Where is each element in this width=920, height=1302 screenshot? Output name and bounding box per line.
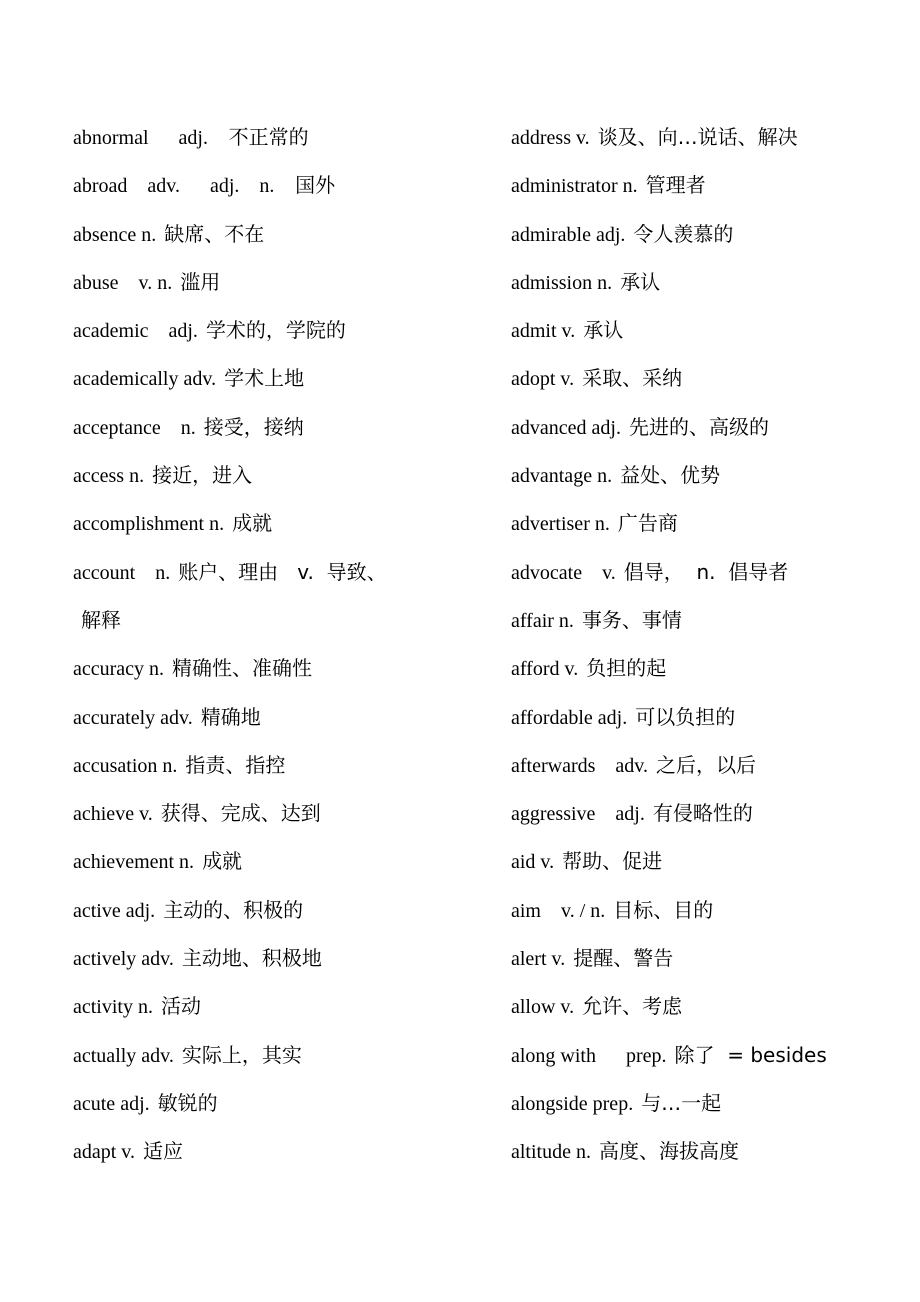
english-term: accusation n. <box>73 754 178 777</box>
english-term: admirable adj. <box>511 223 626 246</box>
vocab-entry <box>511 934 911 982</box>
vocab-entry <box>511 306 911 354</box>
vocab-entry <box>511 596 911 644</box>
vocab-entry <box>511 886 911 934</box>
english-term: address v. <box>511 127 590 149</box>
english-term: account n. <box>73 561 171 584</box>
chinese-meaning: 适应 <box>143 1139 184 1164</box>
vocab-entry <box>511 403 911 451</box>
chinese-meaning: 国外 <box>282 173 336 198</box>
chinese-meaning: 主动地、积极地 <box>181 946 322 971</box>
chinese-meaning: 目标、目的 <box>613 897 714 922</box>
english-term: affair n. <box>511 609 574 632</box>
left-column <box>73 113 473 1176</box>
vocab-entry <box>511 789 911 837</box>
vocab-entry <box>73 693 473 741</box>
vocab-entry <box>511 837 911 885</box>
english-term: allow v. <box>511 996 575 1019</box>
vocab-entry <box>73 161 473 209</box>
vocab-entry <box>511 1079 911 1127</box>
english-term: admission n. <box>511 271 613 294</box>
chinese-meaning: 不正常的 <box>215 125 309 149</box>
vocab-entry <box>73 789 473 837</box>
chinese-meaning: 可以负担的 <box>635 704 736 729</box>
chinese-meaning: 允许、考虑 <box>582 994 683 1019</box>
chinese-meaning: 负担的起 <box>586 656 667 681</box>
chinese-meaning: 解释 <box>81 607 121 632</box>
english-term: aid v. <box>511 851 555 874</box>
vocab-entry <box>73 741 473 789</box>
vocab-entry <box>73 886 473 934</box>
chinese-meaning: 实际上，其实 <box>181 1042 302 1067</box>
vocab-entry <box>511 548 911 596</box>
chinese-meaning: 敏锐的 <box>157 1090 218 1115</box>
vocab-entry <box>511 210 911 258</box>
vocab-entry <box>73 934 473 982</box>
english-term: academically adv. <box>73 368 217 391</box>
english-term: acute adj. <box>73 1092 150 1115</box>
vocab-entry <box>73 210 473 258</box>
vocab-entry <box>73 644 473 692</box>
english-term: altitude n. <box>511 1141 591 1164</box>
right-column <box>511 113 911 1176</box>
chinese-meaning: 精确性、准确性 <box>172 656 313 681</box>
vocab-entry <box>73 837 473 885</box>
english-term: affordable adj. <box>511 706 628 729</box>
chinese-meaning: 采取、采纳 <box>582 366 683 391</box>
chinese-meaning: 帮助、促进 <box>562 849 663 874</box>
vocab-entry <box>511 161 911 209</box>
english-term: accurately adv. <box>73 706 193 729</box>
english-term: acceptance n. <box>73 416 196 439</box>
english-term: aim v. / n. <box>511 899 606 922</box>
chinese-meaning: 活动 <box>160 994 201 1019</box>
chinese-meaning: 主动的、积极的 <box>163 897 304 922</box>
english-term: achieve v. <box>73 803 153 826</box>
chinese-meaning: 缺席、不在 <box>164 221 265 246</box>
chinese-meaning: 管理者 <box>645 173 706 198</box>
chinese-meaning: 有侵略性的 <box>652 801 753 826</box>
english-term: abuse v. n. <box>73 271 173 294</box>
english-term: accuracy n. <box>73 658 165 681</box>
english-term: advantage n. <box>511 465 613 488</box>
chinese-meaning: 指责、指控 <box>185 752 286 777</box>
english-term: activity n. <box>73 996 153 1019</box>
chinese-meaning: 倡导， n. 倡导者 <box>623 559 789 584</box>
chinese-meaning: 提醒、警告 <box>573 946 674 971</box>
english-term: advanced adj. <box>511 416 621 439</box>
chinese-meaning: 高度、海拔高度 <box>598 1139 739 1164</box>
chinese-meaning: 成就 <box>232 511 273 536</box>
vocab-entry <box>73 1031 473 1079</box>
vocab-entry <box>73 451 473 499</box>
vocab-entry <box>73 1127 473 1175</box>
chinese-meaning: 接受，接纳 <box>203 414 304 439</box>
english-term: adapt v. <box>73 1141 136 1164</box>
chinese-meaning: 精确地 <box>200 704 261 729</box>
english-term: abroad adv. adj. n. <box>73 175 275 198</box>
english-term: actively adv. <box>73 948 174 971</box>
chinese-meaning: 接近，进入 <box>152 463 253 488</box>
vocab-entry <box>73 548 473 596</box>
english-term: absence n. <box>73 223 157 246</box>
vocab-entry <box>511 113 911 161</box>
english-term: adopt v. <box>511 368 575 391</box>
vocab-entry <box>73 354 473 402</box>
chinese-meaning: 事务、事情 <box>581 607 682 632</box>
english-term: afterwards adv. <box>511 754 648 777</box>
vocab-entry <box>511 258 911 306</box>
chinese-meaning: 滥用 <box>180 269 221 294</box>
chinese-meaning: 学术的，学院的 <box>205 318 346 343</box>
chinese-meaning: 承认 <box>583 318 624 343</box>
english-term: administrator n. <box>511 175 638 198</box>
english-term: actually adv. <box>73 1044 174 1067</box>
vocab-entry <box>511 693 911 741</box>
chinese-meaning: 获得、完成、达到 <box>160 801 321 826</box>
vocab-entry <box>73 113 473 161</box>
vocab-entry <box>511 499 911 547</box>
chinese-meaning: 与…一起 <box>641 1090 722 1115</box>
vocab-entry <box>73 499 473 547</box>
vocab-entry <box>511 1031 911 1079</box>
chinese-meaning: 广告商 <box>617 511 678 536</box>
vocab-entry <box>511 451 911 499</box>
chinese-meaning: 令人羡慕的 <box>633 221 734 246</box>
english-term: admit v. <box>511 320 576 343</box>
english-term: alongside prep. <box>511 1092 634 1115</box>
vocab-entry <box>511 982 911 1030</box>
vocab-entry <box>511 741 911 789</box>
chinese-meaning: 益处、优势 <box>620 463 721 488</box>
vocab-entry <box>73 258 473 306</box>
english-term: abnormal adj. <box>73 127 208 149</box>
english-term: access n. <box>73 465 145 488</box>
vocab-entry <box>73 1079 473 1127</box>
vocab-entry <box>511 1127 911 1175</box>
vocab-entry <box>73 982 473 1030</box>
chinese-meaning: 之后，以后 <box>655 752 756 777</box>
english-term: achievement n. <box>73 851 195 874</box>
english-term: active adj. <box>73 899 156 922</box>
chinese-meaning: 成就 <box>202 849 243 874</box>
vocab-entry <box>73 596 473 644</box>
english-term: accomplishment n. <box>73 513 225 536</box>
english-term: advertiser n. <box>511 513 610 536</box>
chinese-meaning: 除了 = besides <box>674 1042 827 1067</box>
chinese-meaning: 先进的、高级的 <box>628 414 769 439</box>
chinese-meaning: 谈及、向…说话、解决 <box>597 125 798 149</box>
english-term: aggressive adj. <box>511 803 645 826</box>
english-term: advocate v. <box>511 561 616 584</box>
english-term: along with prep. <box>511 1044 667 1067</box>
english-term: alert v. <box>511 948 566 971</box>
chinese-meaning: 学术上地 <box>224 366 305 391</box>
vocab-entry <box>73 306 473 354</box>
english-term: academic adj. <box>73 320 198 343</box>
vocab-entry <box>511 644 911 692</box>
vocab-entry <box>511 354 911 402</box>
chinese-meaning: 账户、理由 v. 导致、 <box>178 559 387 584</box>
vocab-entry <box>73 403 473 451</box>
english-term: afford v. <box>511 658 579 681</box>
chinese-meaning: 承认 <box>620 269 661 294</box>
